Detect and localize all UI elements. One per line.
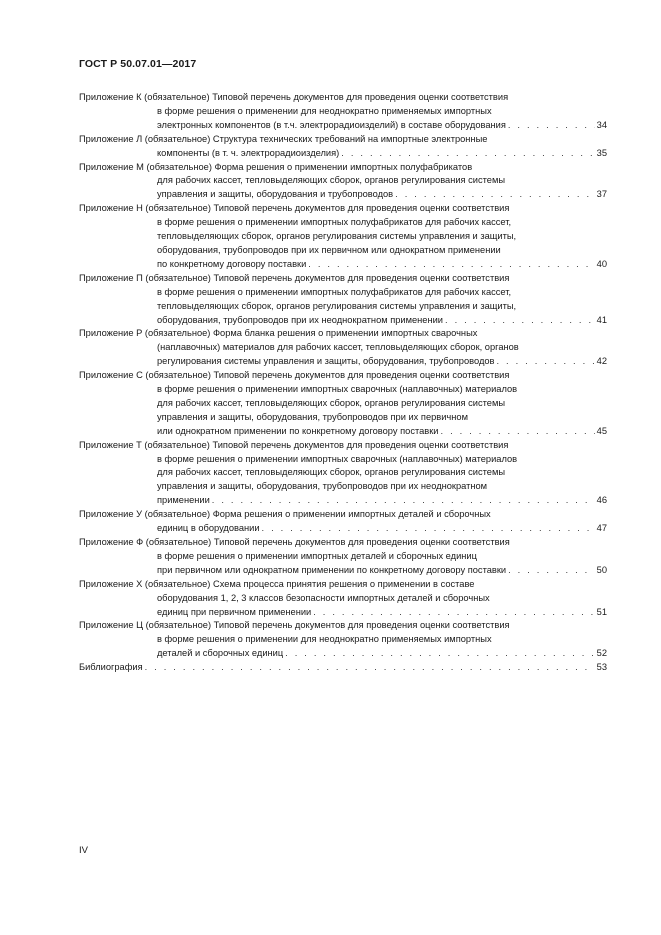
toc-line-text: в форме решения о применении импортных сварочных (наплавочных) материалов — [157, 453, 518, 464]
toc-line — [79, 369, 607, 383]
toc-line-text: Приложение Ф (обязательное) Типовой перечень документов для проведения оценки соответствия — [79, 537, 510, 547]
toc-line-text: в форме решения о применении импортных полуфабрикатов для рабочих кассет, — [157, 286, 512, 297]
toc-line — [79, 341, 607, 355]
toc-line-text: Приложение Н (обязательное) Типовой перечень документов для проведения оценки соответствия — [79, 203, 510, 214]
toc-entry — [79, 619, 607, 661]
toc-leader-dots — [508, 119, 595, 133]
toc-page-number: 51 — [596, 606, 607, 617]
toc-line — [79, 244, 607, 258]
toc-line — [79, 216, 607, 230]
toc-page-number: 46 — [596, 495, 607, 506]
toc-line-text: по конкретному договору поставки — [157, 258, 307, 269]
toc-line-text: Приложение Л (обязательное) Структура технических требований на импортные электронные — [79, 133, 488, 144]
toc-page-number: 37 — [596, 189, 607, 200]
toc-line-text: Приложение Х (обязательное) Схема процесса принятия решения о применении в составе — [79, 578, 475, 589]
toc-line — [79, 272, 607, 286]
toc-line — [79, 327, 607, 341]
toc-leader-dots — [445, 314, 595, 328]
toc-line — [79, 453, 607, 467]
toc-line-text: управления и защиты, оборудования, трубопроводов при их первичном — [157, 411, 468, 422]
toc-line — [79, 425, 607, 439]
toc-entry — [79, 578, 607, 620]
toc-line — [79, 661, 607, 675]
toc-line — [79, 397, 607, 411]
toc-line-text: в форме решения о применении для неоднократно применяемых импортных — [157, 105, 492, 116]
document-header: ГОСТ Р 50.07.01—2017 — [79, 58, 197, 70]
toc-line — [79, 606, 607, 620]
toc-line-text: в форме решения о применении импортных деталей и сборочных единиц — [157, 550, 477, 561]
toc-line-text: Приложение Ц (обязательное) Типовой перечень документов для проведения оценки соответствия — [79, 620, 510, 631]
toc-page-number: 50 — [596, 564, 607, 575]
toc-line-text: для рабочих кассет, тепловыделяющих сборок, органов регулирования системы — [157, 175, 506, 186]
toc-line — [79, 522, 607, 536]
toc-entry — [79, 536, 607, 578]
toc-line-text: тепловыделяющих сборок, органов регулирования системы управления и защиты, — [157, 300, 517, 311]
toc-line-text: регулирования системы управления и защиты, оборудования, трубопроводов — [157, 356, 495, 367]
toc-entry — [79, 661, 607, 675]
toc-line — [79, 258, 607, 272]
toc-entry — [79, 327, 607, 369]
toc-line-text: применении — [157, 495, 210, 506]
toc-line-text: в форме решения о применении импортных сварочных (наплавочных) материалов — [157, 384, 518, 395]
toc-line — [79, 564, 607, 578]
toc-leader-dots — [441, 425, 595, 439]
toc-line-text: компоненты (в т. ч. электрорадиоизделия) — [157, 147, 340, 158]
toc-line-text: деталей и сборочных единиц — [157, 648, 284, 659]
toc-entry — [79, 202, 607, 272]
toc-line — [79, 188, 607, 202]
toc-line — [79, 91, 607, 105]
toc-line-text: управления и защиты, оборудования, трубопроводов при их неоднократном — [157, 481, 488, 492]
toc-line — [79, 355, 607, 369]
toc-page-number: 41 — [596, 314, 607, 325]
toc-line — [79, 105, 607, 119]
toc-line — [79, 300, 607, 314]
toc-line-text: электронных компонентов (в т.ч. электрорадиоизделий) в составе оборудования — [157, 119, 506, 130]
toc-line — [79, 494, 607, 508]
toc-page-number: 53 — [596, 662, 607, 673]
toc-line — [79, 592, 607, 606]
toc-line — [79, 161, 607, 175]
toc-page-number: 45 — [596, 425, 607, 436]
toc-leader-dots — [212, 494, 595, 508]
toc-page-number: 52 — [596, 648, 607, 659]
toc-line-text: Приложение П (обязательное) Типовой перечень документов для проведения оценки соответствия — [79, 272, 510, 283]
toc-line — [79, 633, 607, 647]
toc-line-text: оборудования, трубопроводов при их неоднократном применении — [157, 314, 443, 325]
toc-line — [79, 383, 607, 397]
toc-line — [79, 174, 607, 188]
toc-leader-dots — [285, 647, 594, 661]
toc-line-text: Приложение Т (обязательное) Типовой перечень документов для проведения оценки соответствия — [79, 439, 509, 450]
toc-line — [79, 202, 607, 216]
toc-entry — [79, 508, 607, 536]
toc-entry — [79, 439, 607, 509]
toc-line-text: Приложение У (обязательное) Форма решения о применении импортных деталей и сборочных — [79, 509, 491, 520]
toc-leader-dots — [395, 188, 595, 202]
page-number: IV — [79, 845, 88, 856]
toc-entry — [79, 91, 607, 133]
toc-line-text: при первичном или однократном применении по конкретному договору поставки — [157, 564, 507, 575]
toc-line-text: Приложение С (обязательное) Типовой перечень документов для проведения оценки соответствия — [79, 370, 510, 381]
toc-line-text: Библиография — [79, 662, 143, 673]
toc-leader-dots — [496, 355, 594, 369]
toc-line — [79, 578, 607, 592]
toc-line-text: единиц при первичном применении — [157, 606, 312, 617]
toc-entry — [79, 133, 607, 161]
toc-line-text: Приложение М (обязательное) Форма решения о применении импортных полуфабрикатов — [79, 161, 473, 172]
toc-line-text: или однократном применении по конкретному договору поставки — [157, 425, 439, 436]
toc-page-number: 42 — [596, 356, 607, 367]
toc-line — [79, 508, 607, 522]
toc-line — [79, 480, 607, 494]
toc-line-text: (наплавочных) материалов для рабочих кассет, тепловыделяющих сборок, органов — [157, 342, 519, 353]
toc-page-number: 40 — [596, 258, 607, 269]
toc-leader-dots — [145, 661, 595, 675]
toc-leader-dots — [508, 564, 595, 578]
toc-line — [79, 286, 607, 300]
toc-line-text: Приложение К (обязательное) Типовой перечень документов для проведения оценки соответствия — [79, 92, 509, 102]
toc-line-text: тепловыделяющих сборок, органов регулирования системы управления и защиты, — [157, 231, 517, 242]
table-of-contents — [79, 91, 607, 675]
toc-leader-dots — [313, 606, 594, 620]
toc-line-text: для рабочих кассет, тепловыделяющих сборок, органов регулирования системы — [157, 397, 506, 408]
toc-line — [79, 466, 607, 480]
toc-line-text: Приложение Р (обязательное) Форма бланка решения о применении импортных сварочных — [79, 328, 478, 339]
toc-line — [79, 147, 607, 161]
toc-line — [79, 550, 607, 564]
toc-entry — [79, 369, 607, 439]
toc-entry — [79, 272, 607, 328]
toc-line-text: в форме решения о применении для неоднократно применяемых импортных — [157, 634, 492, 645]
toc-line-text: в форме решения о применении импортных полуфабрикатов для рабочих кассет, — [157, 217, 512, 228]
toc-line-text: для рабочих кассет, тепловыделяющих сборок, органов регулирования системы — [157, 467, 506, 478]
toc-line — [79, 314, 607, 328]
toc-leader-dots — [308, 258, 594, 272]
toc-line — [79, 619, 607, 633]
toc-page-number: 34 — [596, 119, 607, 130]
toc-line-text: единиц в оборудовании — [157, 523, 260, 534]
toc-line-text: оборудования, трубопроводов при их первичном или однократном применении — [157, 244, 501, 255]
toc-page-number: 47 — [596, 523, 607, 534]
toc-line-text: управления и защиты, оборудования и трубопроводов — [157, 189, 394, 200]
toc-line-text: оборудования 1, 2, 3 классов безопасности импортных деталей и сборочных — [157, 592, 490, 603]
toc-leader-dots — [341, 147, 594, 161]
toc-line — [79, 536, 607, 550]
toc-line — [79, 119, 607, 133]
toc-line — [79, 230, 607, 244]
toc-line — [79, 647, 607, 661]
toc-entry — [79, 161, 607, 203]
toc-line — [79, 411, 607, 425]
toc-line — [79, 133, 607, 147]
toc-line — [79, 439, 607, 453]
toc-leader-dots — [262, 522, 595, 536]
toc-page-number: 35 — [596, 147, 607, 158]
